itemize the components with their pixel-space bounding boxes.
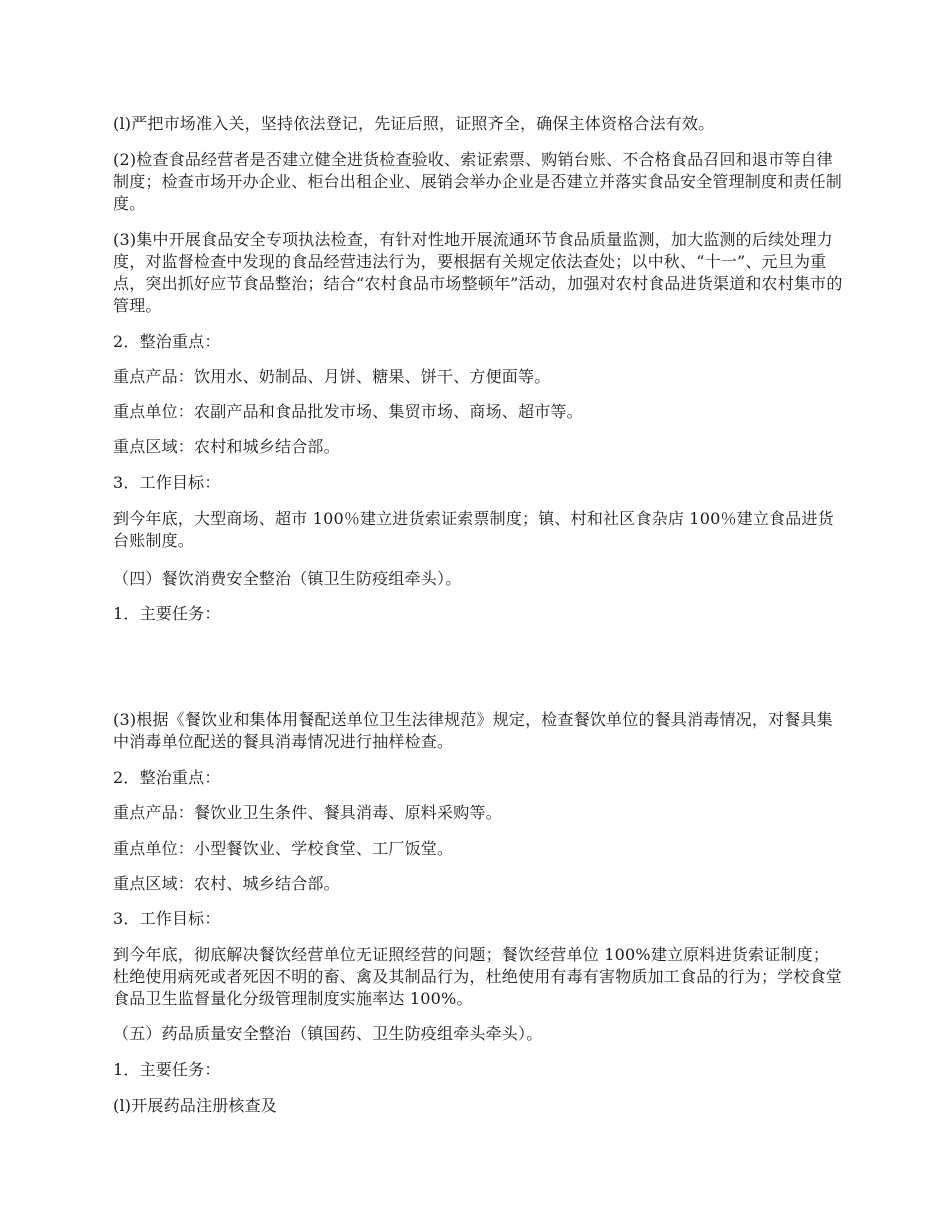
paragraph-special-inspection: (3)集中开展食品安全专项执法检查，有针对性地开展流通环节食品质量监测，加大监测的后续处理力度，对监督检查中发现的食品经营违法行为，要根据有关规定依法查处；以中秋、“十一”、元旦为重点，突出抓好应节食品整治；结合“农村食品市场整顿年”活动，加强对农村食品进货渠道和农村集市的管理。 xyxy=(113,230,843,315)
heading-main-tasks-1: 1．主要任务： xyxy=(113,604,221,623)
section-heading-catering: （四）餐饮消费安全整治（镇卫生防疫组牵头）。 xyxy=(113,569,462,588)
paragraph-key-products-1: 重点产品：饮用水、奶制品、月饼、糖果、饼干、方便面等。 xyxy=(113,367,551,386)
heading-key-points-2: 2．整治重点： xyxy=(113,768,221,787)
heading-main-tasks-2: 1．主要任务： xyxy=(113,1060,221,1079)
paragraph-work-goals-2: 到今年底，彻底解决餐饮经营单位无证照经营的问题；餐饮经营单位 100%建立原料进货索证制度；杜绝使用病死或者死因不明的畜、禽及其制品行为，杜绝使用有毒有害物质加工食品的行为；学校食堂食品卫生监督量化分级管理制度实施率达 100%。 xyxy=(113,945,843,1008)
paragraph-work-goals-1: 到今年底，大型商场、超市 100％建立进货索证索票制度；镇、村和社区食杂店 100％建立食品进货台账制度。 xyxy=(113,509,834,550)
heading-work-goals-1: 3．工作目标： xyxy=(113,473,221,492)
paragraph-market-access: (l)严把市场准入关，坚持依法登记，先证后照，证照齐全，确保主体资格合法有效。 xyxy=(113,114,715,133)
paragraph-key-areas-2: 重点区域：农村、城乡结合部。 xyxy=(113,874,340,893)
section-heading-drug-quality: （五）药品质量安全整治（镇国药、卫生防疫组牵头牵头）。 xyxy=(113,1024,543,1043)
paragraph-drug-registration: (l)开展药品注册核查及 xyxy=(113,1096,278,1115)
paragraph-key-units-2: 重点单位：小型餐饮业、学校食堂、工厂饭堂。 xyxy=(113,839,454,858)
paragraph-self-discipline-check: (2)检查食品经营者是否建立健全进货检查验收、索证索票、购销台账、不合格食品召回和退市等自律制度；检查市场开办企业、柜台出租企业、展销会举办企业是否建立并落实食品安全管理制度和责任制度。 xyxy=(113,150,843,213)
heading-work-goals-2: 3．工作目标： xyxy=(113,909,221,928)
paragraph-tableware-disinfection: (3)根据《餐饮业和集体用餐配送单位卫生法律规范》规定，检查餐饮单位的餐具消毒情况，对餐具集中消毒单位配送的餐具消毒情况进行抽样检查。 xyxy=(113,710,833,751)
paragraph-key-products-2: 重点产品：餐饮业卫生条件、餐具消毒、原料采购等。 xyxy=(113,803,502,822)
paragraph-key-areas-1: 重点区域：农村和城乡结合部。 xyxy=(113,437,340,456)
heading-key-points-1: 2．整治重点： xyxy=(113,332,221,351)
paragraph-key-units-1: 重点单位：农副产品和食品批发市场、集贸市场、商场、超市等。 xyxy=(113,402,583,421)
